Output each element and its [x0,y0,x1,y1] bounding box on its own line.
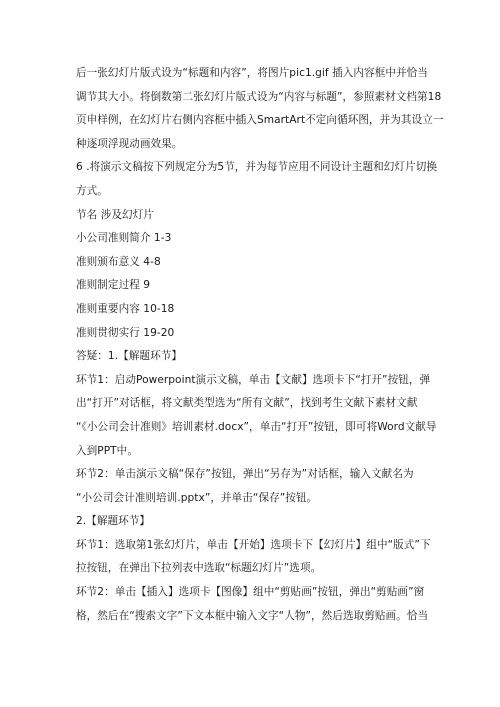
text-line: 6 .将演示文稿按下列规定分为5节，并为每节应用不同设计主题和幻灯片切换 [76,161,438,174]
section-row: 准则重要内容 10-18 [76,302,175,315]
answer-heading: 2.【解题环节】 [76,515,151,528]
section-row: 小公司准则简介 1-3 [76,232,172,245]
section-row: 准则颁布意义 4-8 [76,255,161,268]
text-line: 后一张幻灯片版式设为“标题和内容”，将图片pic1.gif 插入内容框中并恰当 [76,67,428,79]
text-line: 入到PPT中。 [76,444,138,457]
text-line: 环节2：单击演示文稿“保存”按钮，弹出“另存为”对话框，输入文献名为 [76,468,414,481]
text-line: 环节1：启动Powerpoint演示文稿，单击【文献】选项卡下“打开”按钮，弹 [76,373,431,386]
answer-heading: 答疑：1.【解题环节】 [76,350,183,363]
text-line: 格，然后在“搜索文字”下文本框中输入文字“人物”，然后选取剪贴画。恰当 [76,609,429,622]
section-row: 准则贯彻实行 19-20 [76,326,175,339]
section-row: 准则制定过程 9 [76,279,151,292]
text-line: 页申样例，在幻灯片右侧内容框中插入SmartArt不定向循环图，并为其设立一 [76,114,444,127]
text-line: 方式。 [76,184,108,197]
text-line: 拉按钮，在弹出下拉列表中选取“标题幻灯片”选项。 [76,562,322,575]
section-table-header: 节名 涉及幻灯片 [76,208,154,221]
text-line: 环节1：选取第1张幻灯片，单击【开始】选项卡下【幻灯片】组中“版式”下 [76,538,431,551]
document-body [76,62,444,628]
text-line: 出“打开”对话框，将文献类型选为“所有文献”，找到考生文献下素材文献 [76,397,418,410]
text-line: 种逐项浮现动画效果。 [76,137,183,150]
text-line: “《小公司会计准则》培训素材.docx”，单击“打开”按钮，即可将Word文献导 [76,420,437,433]
text-line: 调节其大小。将倒数第二张幻灯片版式设为“内容与标题”，参照素材文档第18 [76,90,442,103]
text-line: “小公司会计准则培训.pptx”，并单击“保存”按钮。 [76,491,318,504]
text-line: 环节2：单击【插入】选项卡【图像】组中“剪贴画”按钮，弹出“剪贴画”窗 [76,586,425,599]
